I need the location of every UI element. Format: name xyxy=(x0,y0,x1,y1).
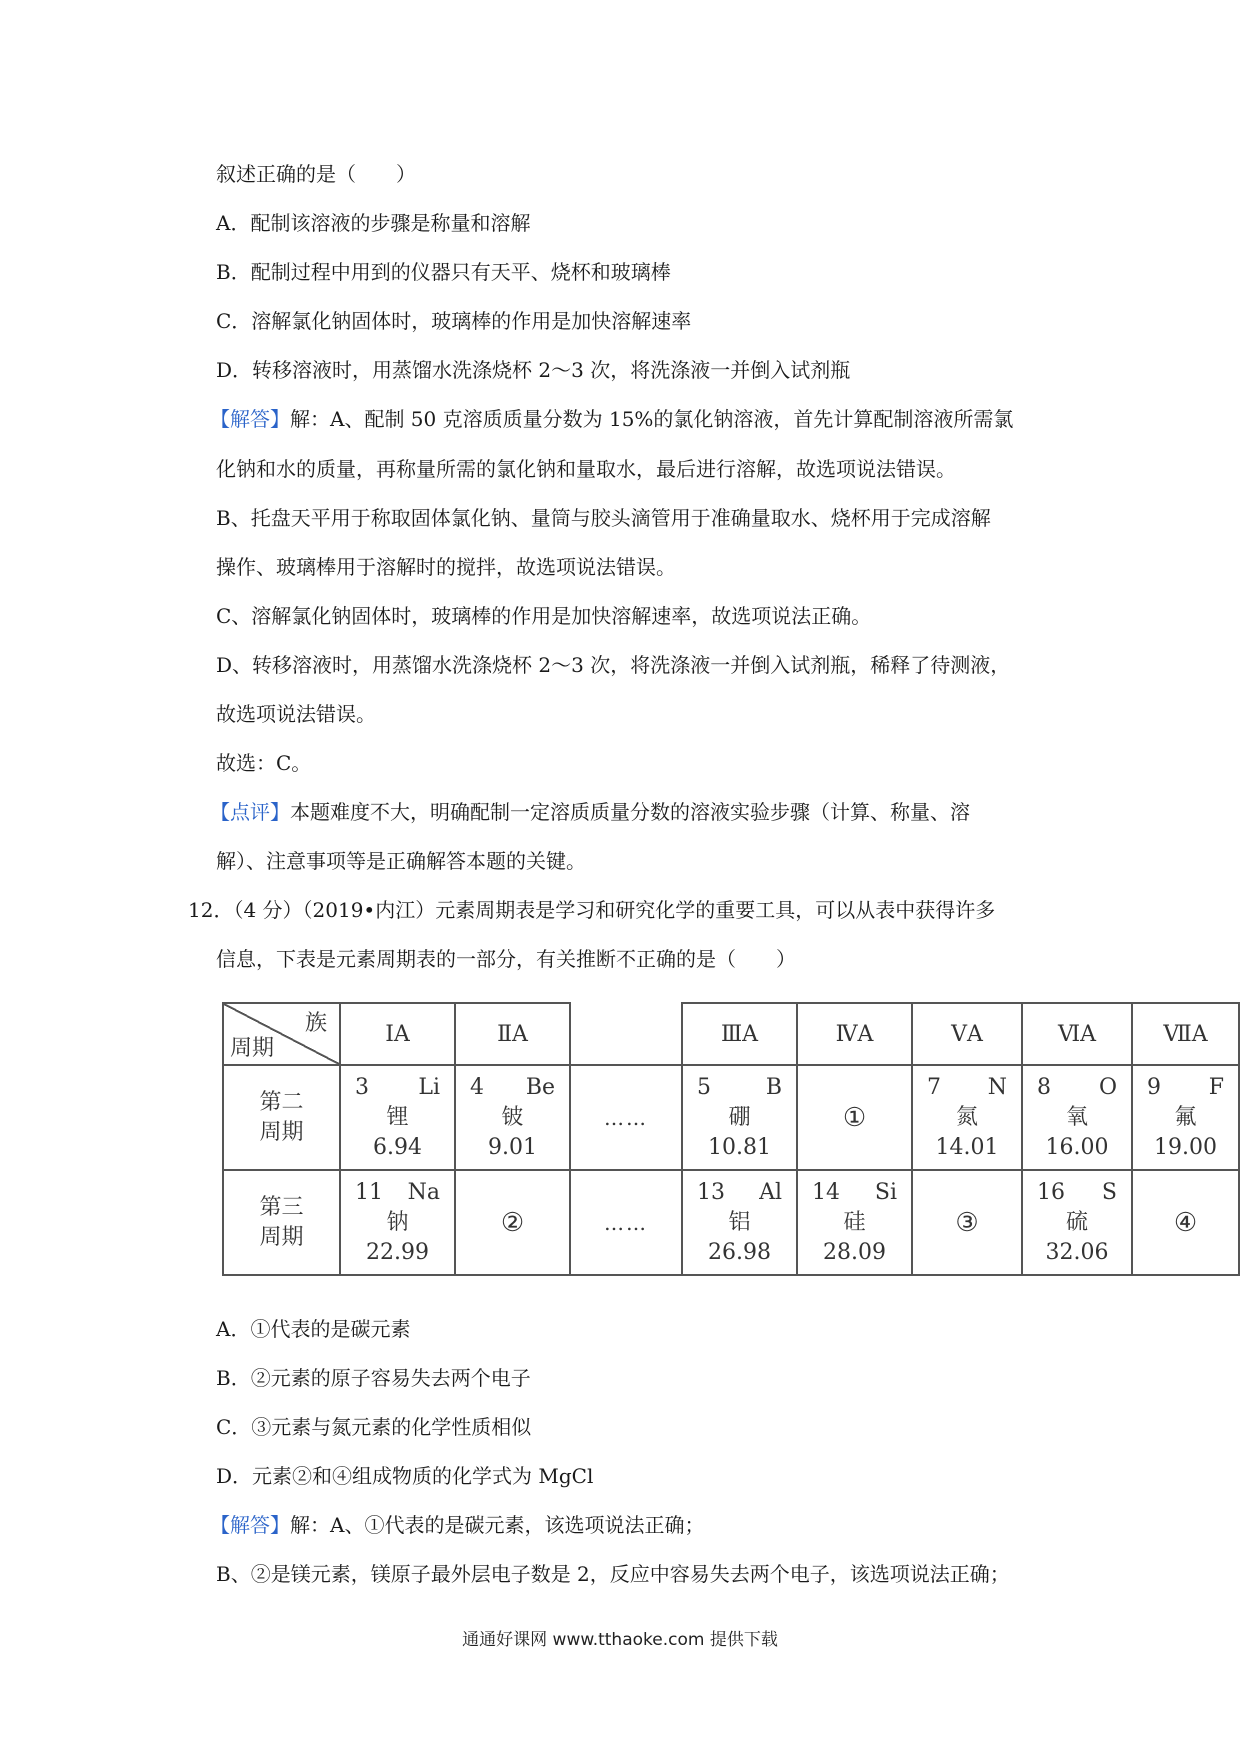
text-line: 操作、玻璃棒用于溶解时的搅拌，故选项说法错误。 xyxy=(216,555,676,579)
group-header: ⅡA xyxy=(455,1003,570,1065)
element-na: 11 Na 钠 22.99 xyxy=(340,1170,455,1275)
question-12: 12．（4 分）（2019•内江）元素周期表是学习和研究化学的重要工具，可以从表中获得许多 xyxy=(188,898,996,922)
corner-cell xyxy=(223,1003,340,1065)
corner-group: 族 xyxy=(304,1011,327,1036)
ellipsis-cell: …… xyxy=(570,1170,682,1275)
group-header: ⅣA xyxy=(797,1003,912,1065)
answer-line xyxy=(210,1511,704,1539)
option-c: C．溶解氯化钠固体时，玻璃棒的作用是加快溶解速率 xyxy=(216,309,692,333)
element-s: 16 S 硫 32.06 xyxy=(1022,1170,1132,1275)
text-line: 化钠和水的质量，再称量所需的氯化钠和量取水，最后进行溶解，故选项说法错误。 xyxy=(216,457,956,481)
comment-text: 本题难度不大，明确配制一定溶质质量分数的溶液实验步骤（计算、称量、溶 xyxy=(290,800,970,824)
answer-line xyxy=(210,405,1013,433)
corner-period: 周期 xyxy=(230,1036,275,1061)
text-line: B、托盘天平用于称取固体氯化钠、量筒与胶头滴管用于准确量取水、烧杯用于完成溶解 xyxy=(216,506,991,530)
option-b: B．配制过程中用到的仪器只有天平、烧杯和玻璃棒 xyxy=(216,260,671,284)
element-al: 13 Al 铝 26.98 xyxy=(682,1170,797,1275)
group-header: ⅥA xyxy=(1022,1003,1132,1065)
element-li: 3 Li 锂 6.94 xyxy=(340,1065,455,1170)
text-line: B、②是镁元素，镁原子最外层电子数是 2，反应中容易失去两个电子，该选项说法正确； xyxy=(216,1562,1010,1586)
gap-cell xyxy=(570,1003,682,1065)
answer-tag: 【解答】 xyxy=(210,1513,290,1537)
option-d: D．转移溶液时，用蒸馏水洗涤烧杯 2～3 次，将洗涤液一并倒入试剂瓶 xyxy=(216,358,851,382)
text-line: 故选项说法错误。 xyxy=(216,702,376,726)
element-b: 5 B 硼 10.81 xyxy=(682,1065,797,1170)
group-header: ⅠA xyxy=(340,1003,455,1065)
unknown-1: ① xyxy=(797,1065,912,1170)
page-footer: 通通好课网 www.tthaoke.com 提供下载 xyxy=(462,1630,778,1650)
group-header: ⅤA xyxy=(912,1003,1022,1065)
periodic-table xyxy=(222,1002,1240,1276)
text-line: 故选：C。 xyxy=(216,751,312,775)
option-b: B．②元素的原子容易失去两个电子 xyxy=(216,1366,531,1390)
text-line: 解）、注意事项等是正确解答本题的关键。 xyxy=(216,849,586,873)
unknown-3: ③ xyxy=(912,1170,1022,1275)
option-a: A．①代表的是碳元素 xyxy=(216,1317,411,1341)
element-be: 4 Be 铍 9.01 xyxy=(455,1065,570,1170)
option-a: A．配制该溶液的步骤是称量和溶解 xyxy=(216,211,531,235)
text-line: C、溶解氯化钠固体时，玻璃棒的作用是加快溶解速率，故选项说法正确。 xyxy=(216,604,872,628)
unknown-2: ② xyxy=(455,1170,570,1275)
answer-text: 解：A、①代表的是碳元素，该选项说法正确； xyxy=(290,1513,705,1537)
period-2-label: 第二 周期 xyxy=(223,1065,340,1170)
answer-tag: 【解答】 xyxy=(210,407,290,431)
group-header: ⅦA xyxy=(1132,1003,1239,1065)
element-n: 7 N 氮 14.01 xyxy=(912,1065,1022,1170)
answer-text: 解：A、配制 50 克溶质质量分数为 15%的氯化钠溶液，首先计算配制溶液所需氯 xyxy=(290,407,1014,431)
unknown-4: ④ xyxy=(1132,1170,1239,1275)
ellipsis-cell: …… xyxy=(570,1065,682,1170)
option-c: C．③元素与氮元素的化学性质相似 xyxy=(216,1415,532,1439)
option-d: D．元素②和④组成物质的化学式为 MgCl xyxy=(216,1464,594,1488)
group-header: ⅢA xyxy=(682,1003,797,1065)
text-line: D、转移溶液时，用蒸馏水洗涤烧杯 2～3 次，将洗涤液一并倒入试剂瓶，稀释了待测液， xyxy=(216,653,1011,677)
text-line: 叙述正确的是（ ） xyxy=(216,162,416,186)
element-si: 14 Si 硅 28.09 xyxy=(797,1170,912,1275)
period-3-label: 第三 周期 xyxy=(223,1170,340,1275)
comment-line xyxy=(210,798,970,826)
element-o: 8 O 氧 16.00 xyxy=(1022,1065,1132,1170)
text-line: 信息，下表是元素周期表的一部分，有关推断不正确的是（ ） xyxy=(216,947,796,971)
comment-tag: 【点评】 xyxy=(210,800,290,824)
element-f: 9 F 氟 19.00 xyxy=(1132,1065,1239,1170)
